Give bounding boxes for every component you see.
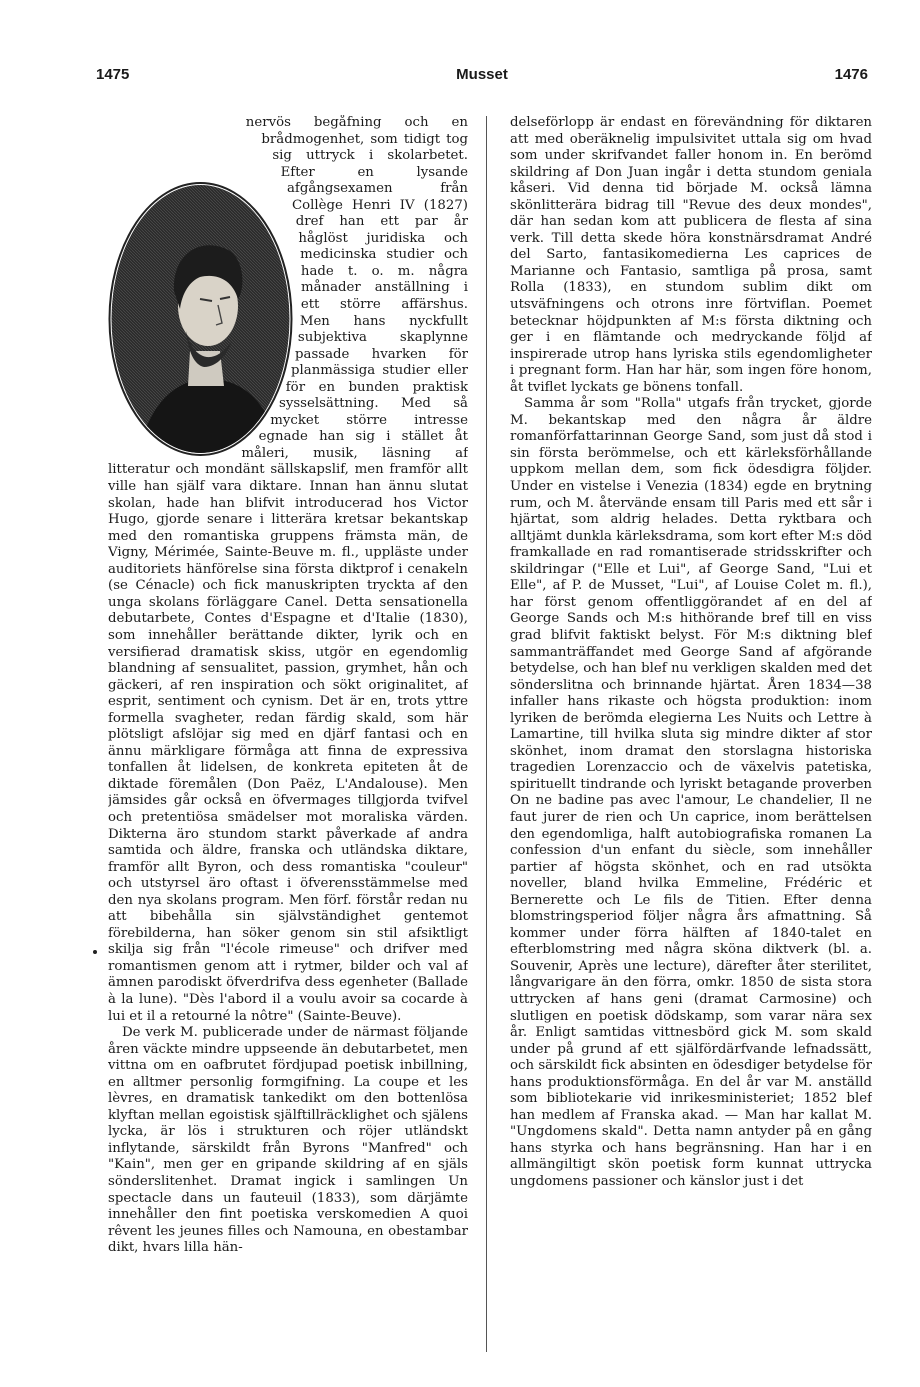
running-title: Musset	[456, 66, 508, 83]
portrait-image	[108, 181, 293, 457]
left-column	[108, 115, 468, 1355]
right-column	[510, 115, 872, 1355]
paragraph: De verk M. publicerade under de närmast följande åren väckte mindre uppseende än debutarbetet, men vittna om en oafbrutet fördjupad poetisk inbillning, en alltmer personlig formgifning. La coupe et les lèvres, en dramatisk tankedikt om den bottenlösa klyftan mellan egoistisk själftillräcklighet och själens lycka, är lös i strukturen och röjer utländskt inflytande, särskildt från Byrons "Manfred" och "Kain", men ger en gripande skildring af en själs sönderslitenhet. Dramat ingick i samlingen Un spectacle dans un fauteuil (1833), som därjämte innehåller den fint poetiska verskomedien A quoi rêvent les jeunes filles och Namouna, en obestambar dikt, hvars lilla hän-	[108, 1025, 468, 1256]
margin-dot	[93, 950, 97, 954]
page-header	[96, 66, 868, 100]
paragraph: Samma år som "Rolla" utgafs från trycket, gjorde M. bekantskap med den några år äldre romanförfattarinnan George Sand, som just då stod i sin första berömmelse, och ett kärleksförhållande uppkom mellan dem, som fick ödesdigra följder. Under en vistelse i Venezia (1834) egde en brytning rum, och M. återvände ensam till Paris med ett sår i hjärtat, som aldrig helades. Detta ryktbara och alltjämt dunkla kärleksdrama, som kort efter M:s död framkallade en rad romantiserade stridsskrifter och skildringar ("Elle et Lui", af George Sand, "Lui et Elle", af P. de Musset, "Lui", af Louise Colet m. fl.), har först genom offentliggörandet af en del af George Sands och M:s hithörande bref till en viss grad blifvit faktiskt belyst. För M:s diktning blef sammanträffandet med George Sand af afgörande betydelse, och han blef nu verkligen skalden med det sönderslitna och brinnande hjärtat. Åren 1834—38 infaller hans rikaste och högsta produktion: inom lyriken de berömda elegierna Les Nuits och Lettre à Lamartine, till hvilka sluta sig mindre dikter af stor skönhet, inom dramat den storslagna historiska tragedien Lorenzaccio och de växelvis patetiska, spirituellt tindrande och lyriskt betagande proverben On ne badine pas avec l'amour, Le chandelier, Il ne faut jurer de rien och Un caprice, inom berättelsen den egendomliga, halft autobiografiska romanen La confession d'un enfant du siècle, som innehåller partier af högsta skönhet, och en rad utsökta noveller, bland hvilka Emmeline, Frédéric et Bernerette och Le fils de Titien. Efter denna blomstringsperiod följer några års afmattning. Så kommer under förra hälften af 1840-talet en efterblomstring med några sköna diktverk (bl. a. Souvenir, Après une lecture), därefter åter sterilitet, långvarigare än den förra, omkr. 1850 de sista stora uttrycken af hans geni (dramat Carmosine) och slutligen en poetisk dödskamp, som varar nära sex år. Enligt samtidas vittnesbörd gick M. som skald under på grund af ett själfördärfvande lefnadssätt, och särskildt fick absinten en ödesdiger betydelse för hans produktionsförmåga. En del år var M. anställd som bibliotekarie vid inrikesministeriet; 1852 blef han medlem af Franska akad. — Man har kallat M. "Ungdomens skald". Detta namn antyder på en gång hans styrka och hans begränsning. Han har i en allmängiltigt skön poetisk form kunnat uttrycka ungdomens passioner och känslor just i det	[510, 396, 872, 1189]
paragraph: delseförlopp är endast en förevändning för diktaren att med oberäknelig impulsivitet uttala sig om hvad som under skrifvandet faller honom in. En berömd skildring af Don Juan ingår i detta stundom geniala kåseri. Vid denna tid började M. också lämna skönlitterära bidrag till "Revue des deux mondes", där han sedan kom att publicera de flesta af sina verk. Till detta skede höra konstnärsdramat André del Sarto, fantasikomedierna Les caprices de Marianne och Fantasio, samtliga på prosa, samt Rolla (1833), en stundom sublim dikt om utsväfningens och otrons inre förtviflan. Poemet betecknar höjdpunkten af M:s första diktning och ger i en flämtande och medryckande följd af inspirerade utrop hans lyriska stils egendomligheter i pregnant form. Han har här, som ingen före honom, åt tviflet lyckats ge bönens tonfall.	[510, 115, 872, 395]
right-page-number: 1476	[834, 66, 868, 83]
left-page-number: 1475	[96, 66, 130, 83]
paragraph: nervös begåfning och en brådmogenhet, som tidigt tog sig uttryck i skolarbetet. Efter en lysande afgångsexamen från Collège Henri IV (1827) dref han ett par år håglöst juridiska och medicinska studier och hade t. o. m. några månader anställning i ett större affärshus. Men hans nyckfullt subjektiva skaplynne passade hvarken för planmässiga studier eller för en bunden praktisk sysselsättning. Med så mycket större intresse egnade han sig i stället åt måleri, musik, läsning af litteratur och mondänt sällskapslif, men framför allt ville han själf vara diktare. Innan han ännu slutat skolan, hade han blifvit introducerad hos Victor Hugo, gjorde senare i litterära kretsar bekantskap med den romantiska gruppens främsta män, de Vigny, Mérimée, Sainte-Beuve m. fl., uppläste under auditoriets hänförelse sina första diktprof i cenakeln (se Cénacle) och fick manuskripten tryckta af den unga skolans förläggare Canel. Detta sensationella debutarbete, Contes d'Espagne et d'Italie (1830), som innehåller berättande dikter, lyrik och en versifierad dramatisk skiss, utgör en egendomlig blandning af sensualitet, passion, grymhet, hån och gäckeri, af ren inspiration och sökt originalitet, af esprit, sentiment och cynism. Det är en, trots yttre formella svagheter, redan färdig skald, som här plötsligt afslöjar sig med en djärf fantasi och en ännu märkligare förmåga att finna de expressiva tonfallen åt lidelsen, de konkreta epiteten åt de diktade föremålen (Don Paëz, L'Andalouse). Men jämsides går också en öfvermages tillgjorda tvifvel och pretentiösa smädelser mot moraliska värden. Dikterna äro stundom starkt påverkade af andra samtida och äldre, franska och utländska diktare, framför allt Byron, och dess romantiska "couleur" och utstyrsel äro oftast i öfverensstämmelse med den nya skolans program. Men förf. förstår redan nu att bibehålla sin självständighet gentemot förebilderna, han söker genom sin stil afsiktligt skilja sig från "l'école rimeuse" och drifver med romantismen genom att i rytmer, bilder och val af ämnen parodiskt öfverdrifva dess egenheter (Ballade à la lune). "Dès l'abord il a voulu avoir sa cocarde à lui et il a retourné la nôtre" (Sainte-Beuve).	[108, 115, 468, 1024]
column-divider	[486, 116, 487, 1352]
